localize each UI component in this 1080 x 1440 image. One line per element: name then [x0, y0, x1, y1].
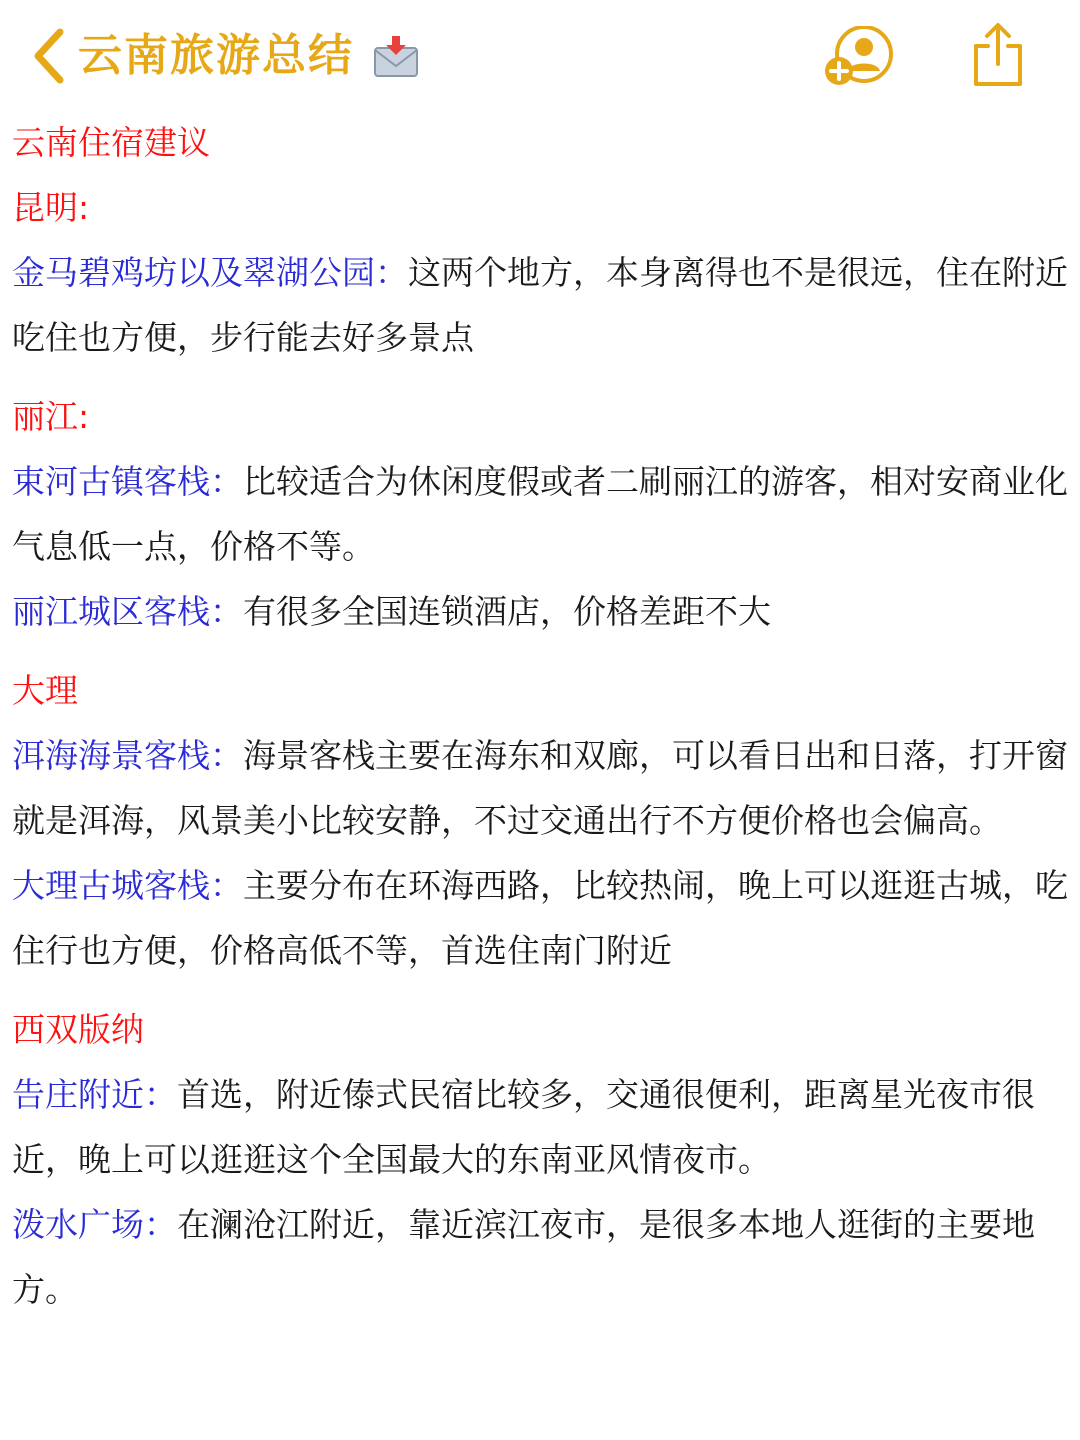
share-icon	[968, 22, 1028, 88]
city-xishuangbanna: 西双版纳	[12, 1010, 144, 1049]
place-description: 海景客栈主要在海东和双廊，可以看日出和日落，打开窗就是洱海，风景美小比较安静，不过交通出行不方便价格也会偏高。	[12, 736, 1068, 840]
chevron-left-icon	[26, 26, 70, 86]
add-person-icon	[822, 26, 896, 88]
place-entry	[12, 579, 1068, 644]
place-name: 告庄附近：	[12, 1075, 177, 1114]
place-entry	[12, 853, 1068, 983]
place-description: 主要分布在环海西路，比较热闹，晚上可以逛逛古城，吃住行也方便，价格高低不等，首选住南门附近	[12, 866, 1068, 970]
back-button[interactable]	[26, 26, 70, 86]
place-name: 泼水广场：	[12, 1205, 177, 1244]
add-collaborator-button[interactable]	[822, 26, 896, 88]
place-name: 丽江城区客栈：	[12, 592, 243, 631]
place-entry	[12, 723, 1068, 853]
place-description: 有很多全国连锁酒店，价格差距不大	[243, 592, 771, 631]
city-lijiang: 丽江:	[12, 397, 90, 436]
place-name: 大理古城客栈：	[12, 866, 243, 905]
note-heading: 云南住宿建议	[12, 123, 210, 162]
city-kunming: 昆明:	[12, 188, 90, 227]
share-button[interactable]	[968, 22, 1028, 88]
top-bar	[0, 0, 1080, 112]
place-description: 首选，附近傣式民宿比较多，交通很便利，距离星光夜市很近，晚上可以逛逛这个全国最大的东南亚风情夜市。	[12, 1075, 1035, 1179]
city-dali: 大理	[12, 671, 78, 710]
note-body	[12, 110, 1068, 1322]
place-description: 这两个地方，本身离得也不是很远，住在附近吃住也方便，步行能去好多景点	[12, 253, 1068, 357]
place-entry	[12, 240, 1068, 370]
place-name: 金马碧鸡坊以及翠湖公园：	[12, 253, 408, 292]
place-name: 洱海海景客栈：	[12, 736, 243, 775]
place-entry	[12, 1192, 1068, 1322]
place-description: 在澜沧江附近，靠近滨江夜市，是很多本地人逛街的主要地方。	[12, 1205, 1035, 1309]
place-name: 束河古镇客栈：	[12, 462, 243, 501]
place-description: 比较适合为休闲度假或者二刷丽江的游客，相对安商业化气息低一点，价格不等。	[12, 462, 1068, 566]
envelope-with-arrow-icon	[372, 34, 420, 78]
place-entry	[12, 1062, 1068, 1192]
note-title: 云南旅游总结	[78, 30, 354, 81]
place-entry	[12, 449, 1068, 579]
